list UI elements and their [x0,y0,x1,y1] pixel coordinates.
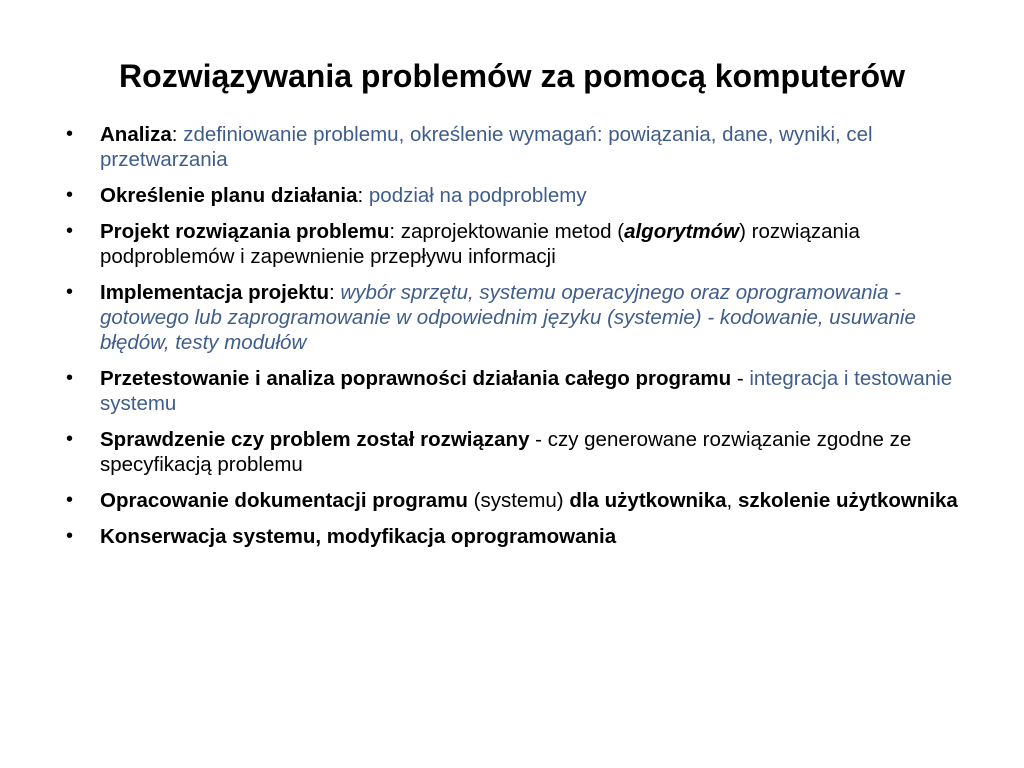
bullet-dot-icon: • [66,281,74,303]
bullet-separator: : [328,281,341,304]
bullet-dot-icon: • [66,184,74,206]
bullet-list [66,122,980,560]
bullet-item-projekt [66,219,980,269]
bullet-item-plan [66,183,980,208]
bullet-middle: (systemu) [467,489,570,512]
bullet-separator: , [726,489,738,512]
bullet-item-implementacja [66,280,980,355]
bullet-term: Opracowanie dokumentacji programu [100,489,468,512]
bullet-item-sprawdzenie [66,427,980,477]
bullet-item-analiza [66,122,980,172]
bullet-description: - czy generowane rozwiązanie zgodne ze specyfikacją problemu [100,428,912,476]
bullet-description: zdefiniowanie problemu, określenie wymagań: powiązania, dane, wyniki, cel przetwarzania [100,123,873,171]
bullet-separator: : [171,123,184,146]
bullet-term: Przetestowanie i analiza poprawności działania całego programu [100,367,732,390]
bullet-term: Analiza [100,123,172,146]
bullet-dot-icon: • [66,123,74,145]
bullet-description: ) rozwiązania podproblemów i zapewnienie przepływu informacji [100,220,860,268]
bullet-item-konserwacja [66,524,980,549]
bullet-dot-icon: • [66,428,74,450]
bullet-term: Określenie planu działania [100,184,358,207]
bullet-description: wybór sprzętu, systemu operacyjnego oraz oprogramowania - gotowego lub zaprogramowanie w odpowiednim języku (systemie) - kodowanie, usuwanie błędów, testy modułów [100,281,916,354]
bullet-term-2: dla użytkownika [569,489,727,512]
bullet-term: Sprawdzenie czy problem został rozwiązany [100,428,530,451]
bullet-separator: : zaprojektowanie metod ( [389,220,625,243]
bullet-term-3: szkolenie użytkownika [737,489,958,512]
bullet-separator: - [731,367,750,390]
slide-title: Rozwiązywania problemów za pomocą komputerów [119,58,905,94]
bullet-term: Konserwacja systemu, modyfikacja oprogramowania [100,525,617,548]
bullet-term: Implementacja projektu [100,281,329,304]
bullet-item-dokumentacja [66,488,980,513]
bullet-description: podział na podproblemy [368,184,587,207]
bullet-dot-icon: • [66,367,74,389]
bullet-dot-icon: • [66,525,74,547]
bullet-item-testowanie [66,366,980,416]
bullet-term: Projekt rozwiązania problemu [100,220,390,243]
bullet-emphasis: algorytmów [624,220,740,243]
bullet-dot-icon: • [66,489,74,511]
bullet-description: integracja i testowanie systemu [100,367,953,415]
bullet-separator: : [357,184,369,207]
bullet-dot-icon: • [66,220,74,242]
